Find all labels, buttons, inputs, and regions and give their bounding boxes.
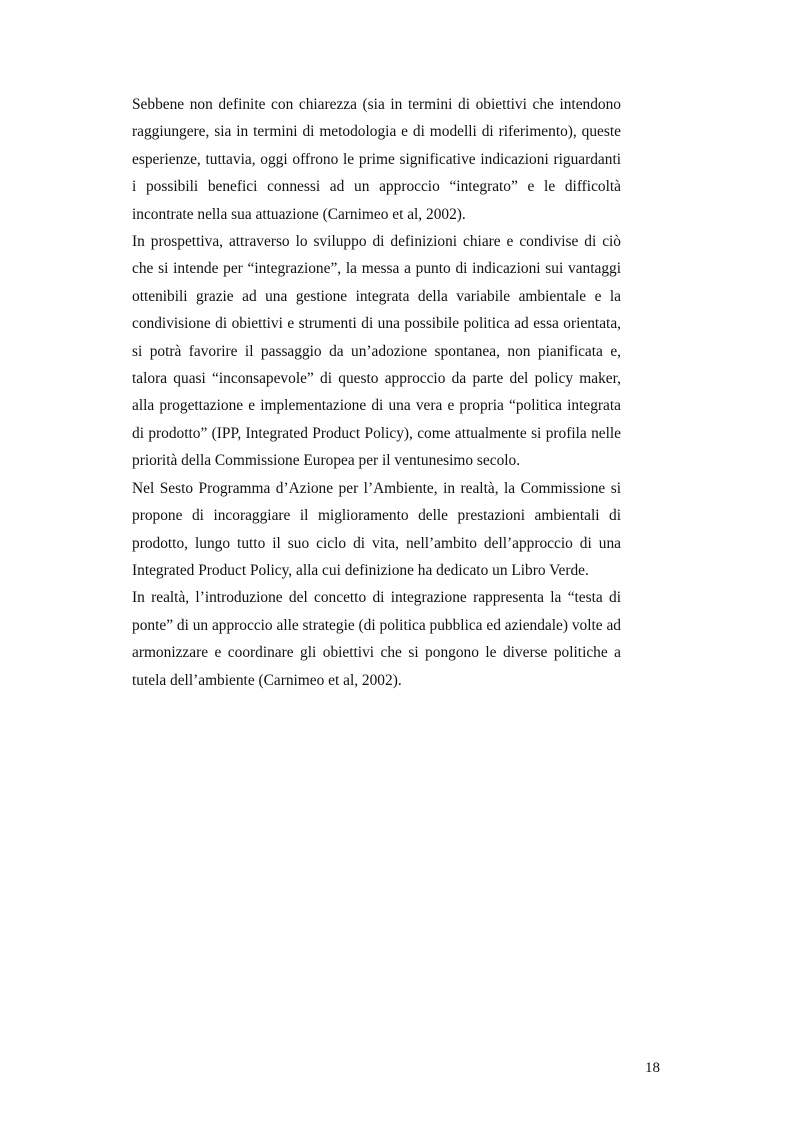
page-number: 18	[645, 1060, 660, 1076]
paragraph-3: Nel Sesto Programma d’Azione per l’Ambiente, in realtà, la Commissione si propone di incoraggiare il miglioramento delle prestazioni ambientali di prodotto, lungo tutto il suo ciclo di vita, nell’ambito dell’approccio di una Integrated Product Policy, alla cui definizione ha dedicato un Libro Verde.	[132, 479, 621, 579]
body-text	[132, 91, 621, 694]
paragraph-2: In prospettiva, attraverso lo sviluppo di definizioni chiare e condivise di ciò che si intende per “integrazione”, la messa a punto di indicazioni sui vantaggi ottenibili grazie ad una gestione integrata della variabile ambientale e la condivisione di obiettivi e strumenti di una possibile politica ad essa orientata, si potrà favorire il passaggio da un’adozione spontanea, non pianificata e, talora quasi “inconsapevole” di questo approccio da parte del policy maker, alla progettazione e implementazione di una vera e propria “politica integrata di prodotto” (IPP, Integrated Product Policy), come attualmente si profila nelle priorità della Commissione Europea per il ventunesimo secolo.	[132, 233, 621, 470]
paragraph-1: Sebbene non definite con chiarezza (sia in termini di obiettivi che intendono raggiungere, sia in termini di metodologia e di modelli di riferimento), queste esperienze, tuttavia, oggi offrono le prime significative indicazioni riguardanti i possibili benefici connessi ad un approccio “integrato” e le difficoltà incontrate nella sua attuazione (Carnimeo et al, 2002).	[132, 96, 621, 223]
paragraph-4: In realtà, l’introduzione del concetto di integrazione rappresenta la “testa di ponte” di un approccio alle strategie (di politica pubblica ed aziendale) volte ad armonizzare e coordinare gli obiettivi che si pongono le diverse politiche a tutela dell’ambiente (Carnimeo et al, 2002).	[132, 589, 621, 689]
